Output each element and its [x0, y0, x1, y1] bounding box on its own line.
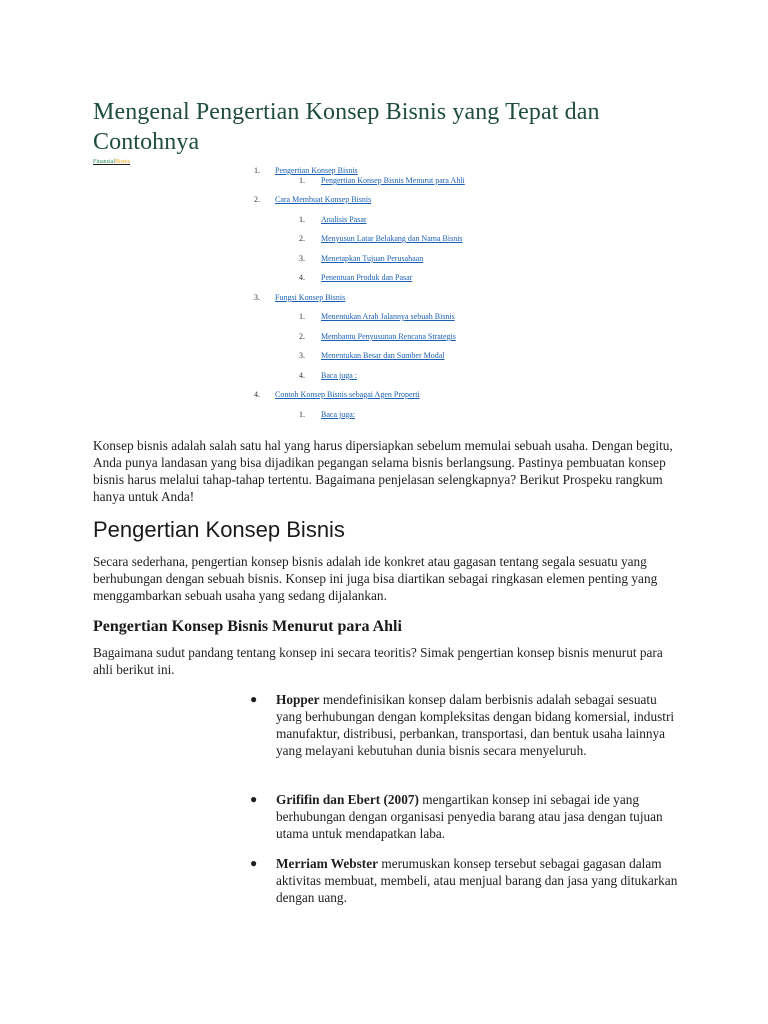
expert-name: Merriam Webster [276, 856, 379, 871]
toc-link[interactable]: Cara Membuat Konsep Bisnis [275, 195, 372, 204]
toc-item-number: 2. [254, 195, 260, 204]
toc-item-number: 1. [299, 410, 305, 419]
toc-item-number: 3. [299, 351, 305, 360]
toc-link[interactable]: Pengertian Konsep Bisnis [275, 166, 358, 175]
toc-item-number: 1. [299, 215, 305, 224]
toc-item-number: 4. [299, 273, 305, 282]
toc-link[interactable]: Menetapkan Tujuan Perusahaan [321, 254, 424, 263]
expert-definition: mengartikan konsep ini sebagai ide yang berhubungan dengan organisasi penyedia barang atau jasa dengan tujuan utama untuk mendapatkan laba. [276, 792, 663, 841]
brand-logo[interactable] [93, 159, 130, 166]
toc-item-number: 1. [254, 166, 260, 175]
toc-link[interactable]: Penentuan Produk dan Pasar [321, 273, 413, 282]
toc-item-number: 4. [299, 371, 305, 380]
toc-link[interactable]: Contoh Konsep Bisnis sebagai Agen Properti [275, 390, 420, 399]
toc-link[interactable]: Fungsi Konsep Bisnis [275, 293, 346, 302]
section-paragraph: Secara sederhana, pengertian konsep bisnis adalah ide konkret atau gagasan tentang segala sesuatu yang berhubungan dengan sebuah bisnis. Konsep ini juga bisa diartikan sebagai ringkasan elemen penting yang menggambarkan sebuah usaha yang sedang dijalankan. [93, 554, 658, 603]
toc-link[interactable]: Menentukan Arah Jalannya sebuah Bisnis [321, 312, 455, 321]
toc-link[interactable]: Pengertian Konsep Bisnis Menurut para Ahli [321, 176, 465, 185]
toc-item-number: 1. [299, 176, 305, 185]
toc-link[interactable]: Baca juga : [321, 371, 357, 380]
expert-definition: merumuskan konsep tersebut sebagai gagasan dalam aktivitas membuat, membeli, atau menjual barang dan jasa yang ditukarkan dengan uang. [276, 856, 678, 905]
subsection-paragraph: Bagaimana sudut pandang tentang konsep ini secara teoritis? Simak pengertian konsep bisnis menurut para ahli berikut ini. [93, 645, 663, 677]
toc-item-number: 2. [299, 332, 305, 341]
expert-definition: mendefinisikan konsep dalam berbisnis adalah sebagai sesuatu yang berhubungan dengan kompleksitas dengan bidang komersial, industri manufaktur, distribusi, perbankan, transportasi, dan bentuk usaha lainnya yang melayani kebutuhan dunia bisnis secara menyeluruh. [276, 692, 675, 758]
expert-name: Hopper [276, 692, 320, 707]
brand-part-2: Bisnis [115, 159, 131, 165]
toc-link[interactable]: Baca juga: [321, 410, 355, 419]
toc-link[interactable]: Membantu Penyusunan Rencana Strategis [321, 332, 456, 341]
toc-link[interactable]: Menyusun Latar Belakang dan Nama Bisnis [321, 234, 463, 243]
intro-paragraph: Konsep bisnis adalah salah satu hal yang harus dipersiapkan sebelum memulai sebuah usaha. Dengan begitu, Anda punya landasan yang bisa dijadikan pegangan selama bisnis berlangsung. Pastinya pembuatan konsep bisnis harus melalui tahap-tahap tertentu. Bagaimana penjelasan selengkapnya? Berikut Prospeku rangkum hanya untuk Anda! [93, 438, 673, 504]
expert-name: Grififin dan Ebert (2007) [276, 792, 419, 807]
subsection-heading: Pengertian Konsep Bisnis Menurut para Ahli [93, 618, 402, 635]
toc-link[interactable]: Analisis Pasar [321, 215, 367, 224]
section-heading: Pengertian Konsep Bisnis [93, 517, 345, 542]
bullet-icon: ● [250, 856, 258, 870]
toc-item-number: 2. [299, 234, 305, 243]
toc-item-number: 1. [299, 312, 305, 321]
toc-link[interactable]: Menentukan Besar dan Sumber Modal [321, 351, 445, 360]
brand-part-1: Finansial [93, 159, 115, 165]
page-title: Mengenal Pengertian Konsep Bisnis yang Tepat dan Contohnya [93, 99, 600, 155]
toc-item-number: 3. [299, 254, 305, 263]
document-body [93, 97, 683, 157]
toc-item-number: 3. [254, 293, 260, 302]
bullet-icon: ● [250, 692, 258, 706]
bullet-icon: ● [250, 792, 258, 806]
toc-item-number: 4. [254, 390, 260, 399]
